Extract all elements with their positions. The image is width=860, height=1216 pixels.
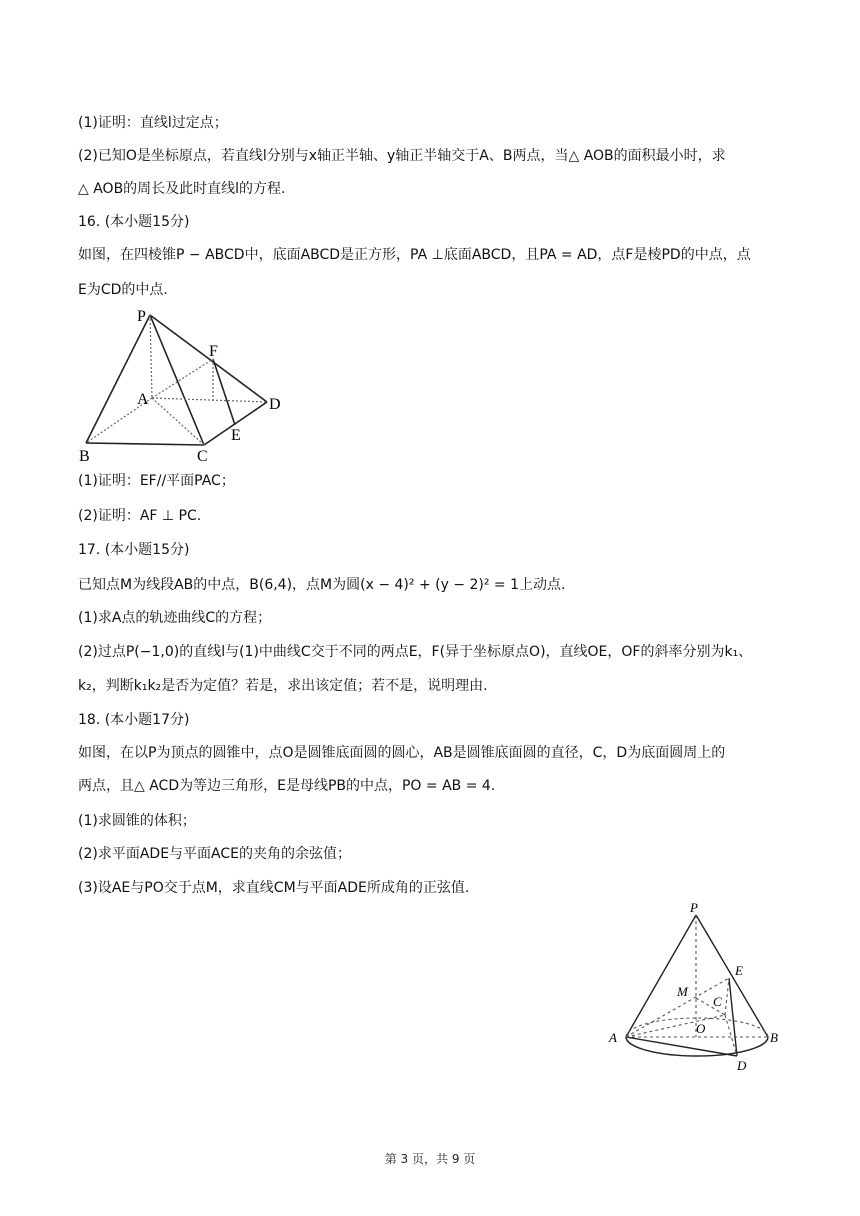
cone-label-D: D: [737, 1058, 747, 1073]
q17-part2-line2: k₂，判断k₁k₂是否为定值？若是，求出该定值；若不是，说明理由.: [78, 678, 488, 694]
q18-stem-line1: 如图，在以P为顶点的圆锥中，点O是圆锥底面圆的圆心，AB是圆锥底面圆的直径，C，D为底面圆周上的: [78, 745, 726, 761]
q18-part3: (3)设AE与PO交于点M，求直线CM与平面ADE所成角的正弦值.: [78, 880, 470, 896]
cone-label-C: C: [713, 994, 722, 1009]
cone-label-M: M: [677, 984, 688, 999]
label-D: D: [269, 396, 281, 413]
q16-stem-line2: E为CD的中点.: [78, 282, 168, 298]
q16-header: 16. (本小题15分): [78, 214, 190, 230]
q17-part1: (1)求A点的轨迹曲线C的方程；: [78, 610, 272, 626]
q15-part1: (1)证明：直线l过定点；: [78, 115, 228, 131]
q17-header: 17. (本小题15分): [78, 542, 190, 558]
pyramid-figure: [74, 305, 294, 465]
cone-label-P: P: [690, 900, 698, 915]
cone-label-B: B: [770, 1030, 778, 1045]
q17-stem: 已知点M为线段AB的中点，B(6,4)，点M为圆(x − 4)² + (y − 2)² = 1上动点.: [78, 577, 566, 593]
label-E: E: [231, 427, 241, 444]
label-P: P: [137, 308, 146, 325]
q18-header: 18. (本小题17分): [78, 712, 190, 728]
label-A: A: [137, 391, 149, 408]
cone-label-E: E: [735, 963, 743, 978]
q16-stem-line1: 如图，在四棱锥P − ABCD中，底面ABCD是正方形，PA ⊥底面ABCD，且PA = AD，点F是棱PD的中点，点: [78, 247, 751, 263]
label-F: F: [209, 343, 218, 360]
q16-part2: (2)证明：AF ⊥ PC.: [78, 508, 202, 524]
q18-part2: (2)求平面ADE与平面ACE的夹角的余弦值；: [78, 846, 351, 862]
q18-part1: (1)求圆锥的体积；: [78, 813, 196, 829]
q18-stem-line2: 两点，且△ ACD为等边三角形，E是母线PB的中点，PO = AB = 4.: [78, 778, 496, 794]
label-B: B: [79, 448, 90, 465]
cone-label-O: O: [696, 1021, 706, 1036]
cone-figure: [604, 898, 794, 1078]
q16-part1: (1)证明：EF//平面PAC；: [78, 473, 235, 489]
cone-label-A: A: [609, 1030, 617, 1045]
label-C: C: [197, 448, 208, 465]
page-footer: 第 3 页，共 9 页: [384, 1152, 476, 1166]
q15-part2-line1: (2)已知O是坐标原点，若直线l分别与x轴正半轴、y轴正半轴交于A、B两点，当△ AOB的面积最小时，求: [78, 148, 726, 164]
q15-part2-line2: △ AOB的周长及此时直线l的方程.: [78, 181, 286, 197]
q17-part2-line1: (2)过点P(−1,0)的直线l与(1)中曲线C交于不同的两点E，F(异于坐标原点O)，直线OE，OF的斜率分别为k₁、: [78, 644, 753, 660]
